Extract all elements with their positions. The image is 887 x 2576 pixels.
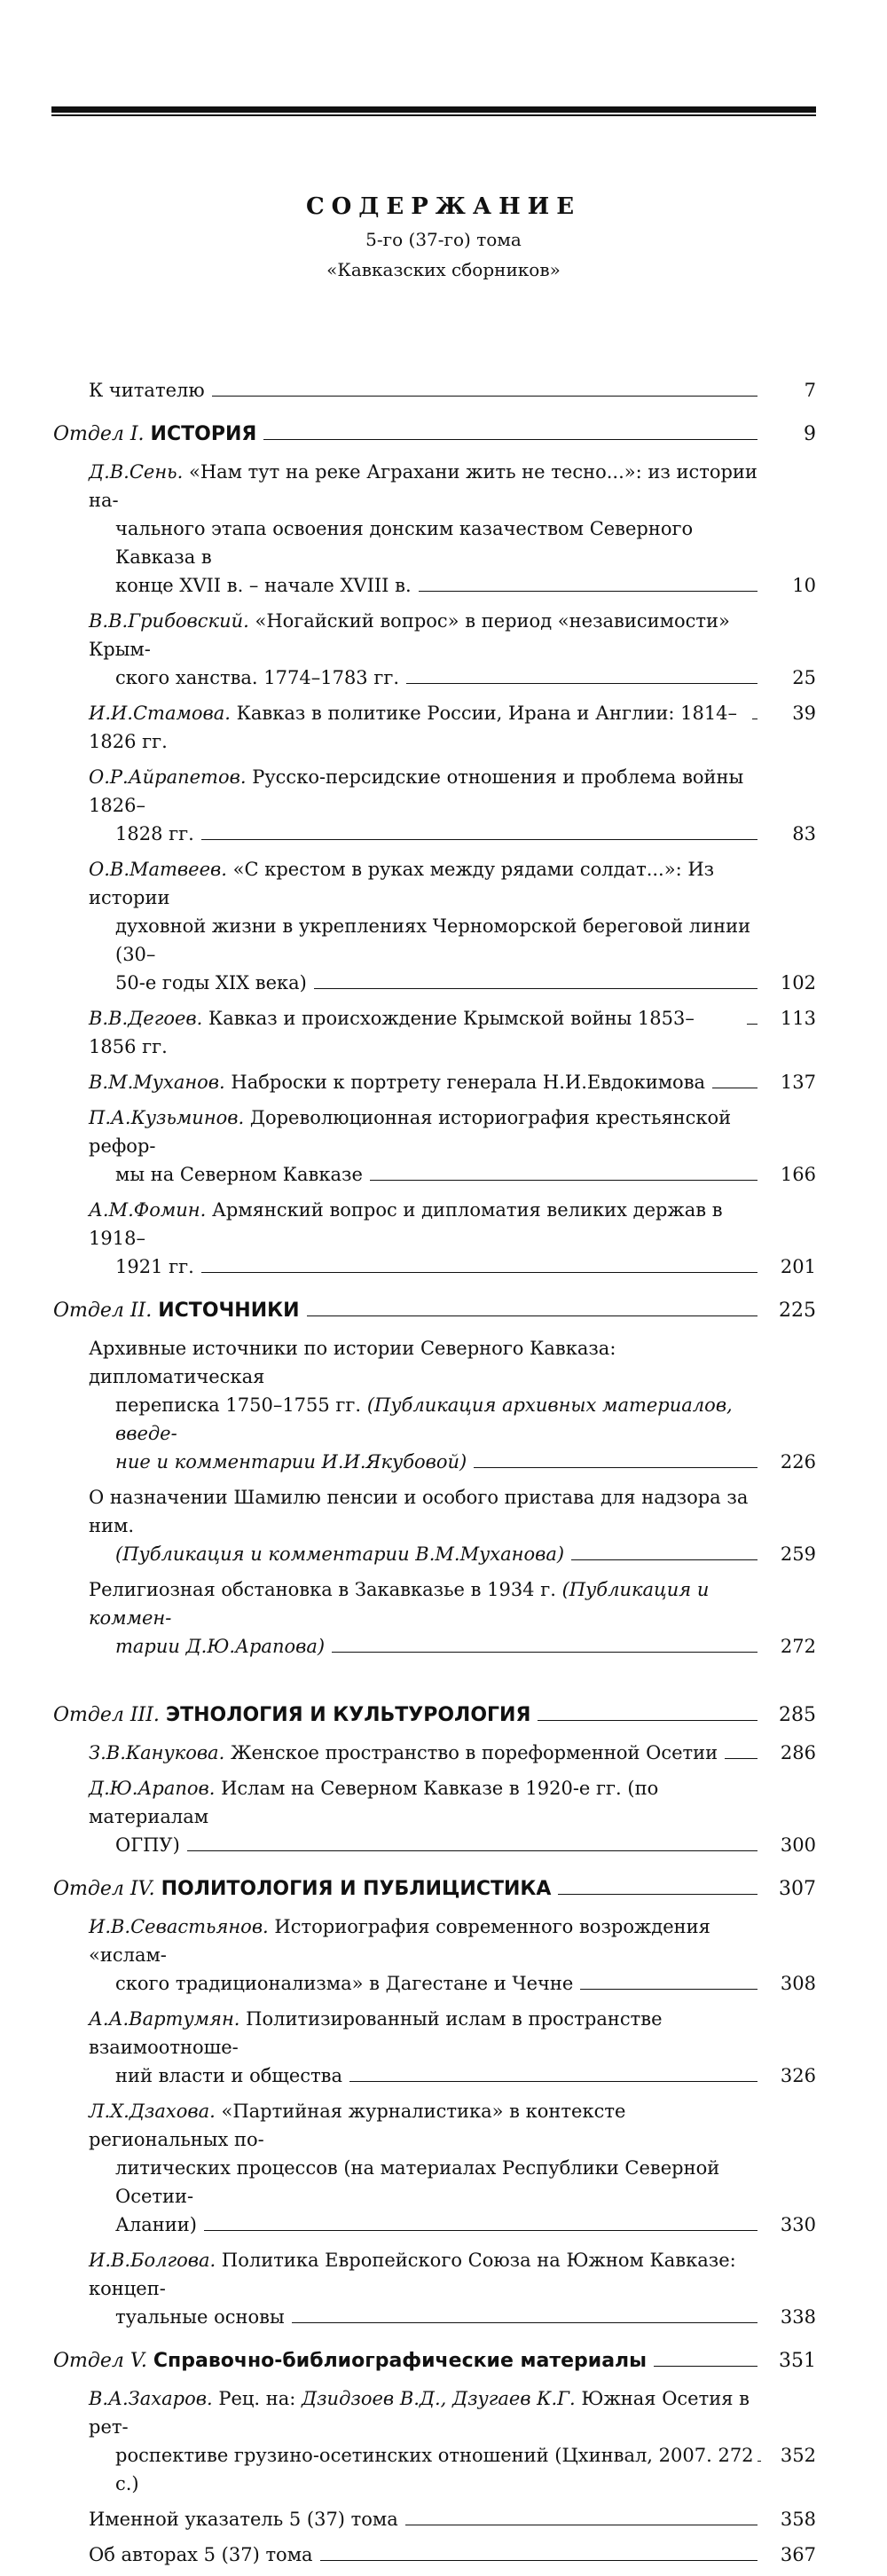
toc-entry[interactable]: А.А.Вартумян. Политизированный ислам в пространстве взаимоотноше- ний власти и общества 326 (89, 2008, 816, 2086)
section-heading-2[interactable]: Отдел II. ИСТОЧНИКИ 225 (53, 1300, 816, 1322)
top-rule-thin (51, 114, 816, 116)
toc-entry[interactable]: Л.Х.Дзахова. «Партийная журналистика» в контексте региональных по- литических процессов (на материалах Республики Северной Осетии- Алании) 330 (89, 2101, 816, 2235)
toc-entry[interactable]: В.В.Грибовский. «Ногайский вопрос» в период «независимости» Крым- ского ханства. 1774–1783 гг. 25 (89, 610, 816, 688)
toc-entry[interactable]: Д.Ю.Арапов. Ислам на Северном Кавказе в 1920-е гг. (по материалам ОГПУ) 300 (89, 1778, 816, 1856)
series-subtitle: «Кавказских сборников» (326, 259, 561, 280)
section-heading-1[interactable]: Отдел I. ИСТОРИЯ 9 (53, 423, 816, 445)
page-title: СОДЕРЖАНИЕ (305, 193, 582, 220)
table-of-contents (53, 376, 816, 2576)
toc-entry[interactable]: В.А.Захаров. Рец. на: Дзидзоев В.Д., Дзугаев К.Г. Южная Осетия в рет- роспективе грузино-осетинских отношений (Цхинвал, 2007. 272 с.) 352 (89, 2388, 816, 2494)
toc-entry-name-index[interactable]: Именной указатель 5 (37) тома 358 (89, 2509, 816, 2530)
toc-entry-preface[interactable]: К читателю 7 (53, 376, 816, 404)
page-number: 7 (804, 380, 816, 401)
toc-entry[interactable]: З.В.Канукова. Женское пространство в пореформенной Осетии 286 (89, 1742, 816, 1763)
toc-entry[interactable]: Религиозная обстановка в Закавказье в 1934 г. (Публикация и коммен- тарии Д.Ю.Арапова) 272 (89, 1579, 816, 1657)
toc-entry[interactable]: А.М.Фомин. Армянский вопрос и дипломатия великих держав в 1918– 1921 гг. 201 (89, 1199, 816, 1277)
toc-entry-about-authors[interactable]: Об авторах 5 (37) тома 367 (89, 2544, 816, 2565)
toc-entry[interactable]: Архивные источники по истории Северного Кавказа: дипломатическая переписка 1750–1755 гг. (Публикация архивных материалов, введе- ние и комментарии И.И.Якубовой) 226 (89, 1338, 816, 1473)
toc-entry[interactable]: П.А.Кузьминов. Дореволюционная историография крестьянской рефор- мы на Северном Кавказе 166 (89, 1107, 816, 1185)
toc-entry[interactable]: В.М.Муханов. Наброски к портрету генерала Н.И.Евдокимова 137 (89, 1072, 816, 1093)
toc-entry[interactable]: И.В.Севастьянов. Историография современного возрождения «ислам- ского традиционализма» в Дагестане и Чечне 308 (89, 1916, 816, 1994)
section-heading-5[interactable]: Отдел V. Справочно-библиографические материалы 351 (53, 2350, 816, 2372)
volume-subtitle: 5-го (37-го) тома (365, 229, 522, 250)
section-heading-4[interactable]: Отдел IV. ПОЛИТОЛОГИЯ И ПУБЛИЦИСТИКА 307 (53, 1878, 816, 1900)
toc-entry[interactable]: И.В.Болгова. Политика Европейского Союза на Южном Кавказе: концеп- туальные основы 338 (89, 2250, 816, 2328)
toc-entry[interactable]: Д.В.Сень. «Нам тут на реке Аграхани жить не тесно...»: из истории на- чального этапа освоения донским казачеством Северного Кавказа в конце XVII в. – начале XVIII в. 10 (89, 461, 816, 596)
section-heading-3[interactable]: Отдел III. ЭТНОЛОГИЯ И КУЛЬТУРОЛОГИЯ 285 (53, 1704, 816, 1726)
toc-entry[interactable]: О.Р.Айрапетов. Русско-персидские отношения и проблема войны 1826– 1828 гг. 83 (89, 766, 816, 844)
toc-entry[interactable]: И.И.Стамова. Кавказ в политике России, Ирана и Англии: 1814–1826 гг. 39 (89, 703, 816, 752)
toc-entry[interactable]: О назначении Шамилю пенсии и особого пристава для надзора за ним. (Публикация и комментарии В.М.Муханова) 259 (89, 1487, 816, 1565)
toc-entry[interactable]: В.В.Дегоев. Кавказ и происхождение Крымской войны 1853–1856 гг. 113 (89, 1008, 816, 1057)
toc-entry[interactable]: О.В.Матвеев. «С крестом в руках между рядами солдат...»: Из истории духовной жизни в укреплениях Черноморской береговой линии (30– 50-е годы XIX века) 102 (89, 859, 816, 993)
top-rule (51, 106, 816, 113)
